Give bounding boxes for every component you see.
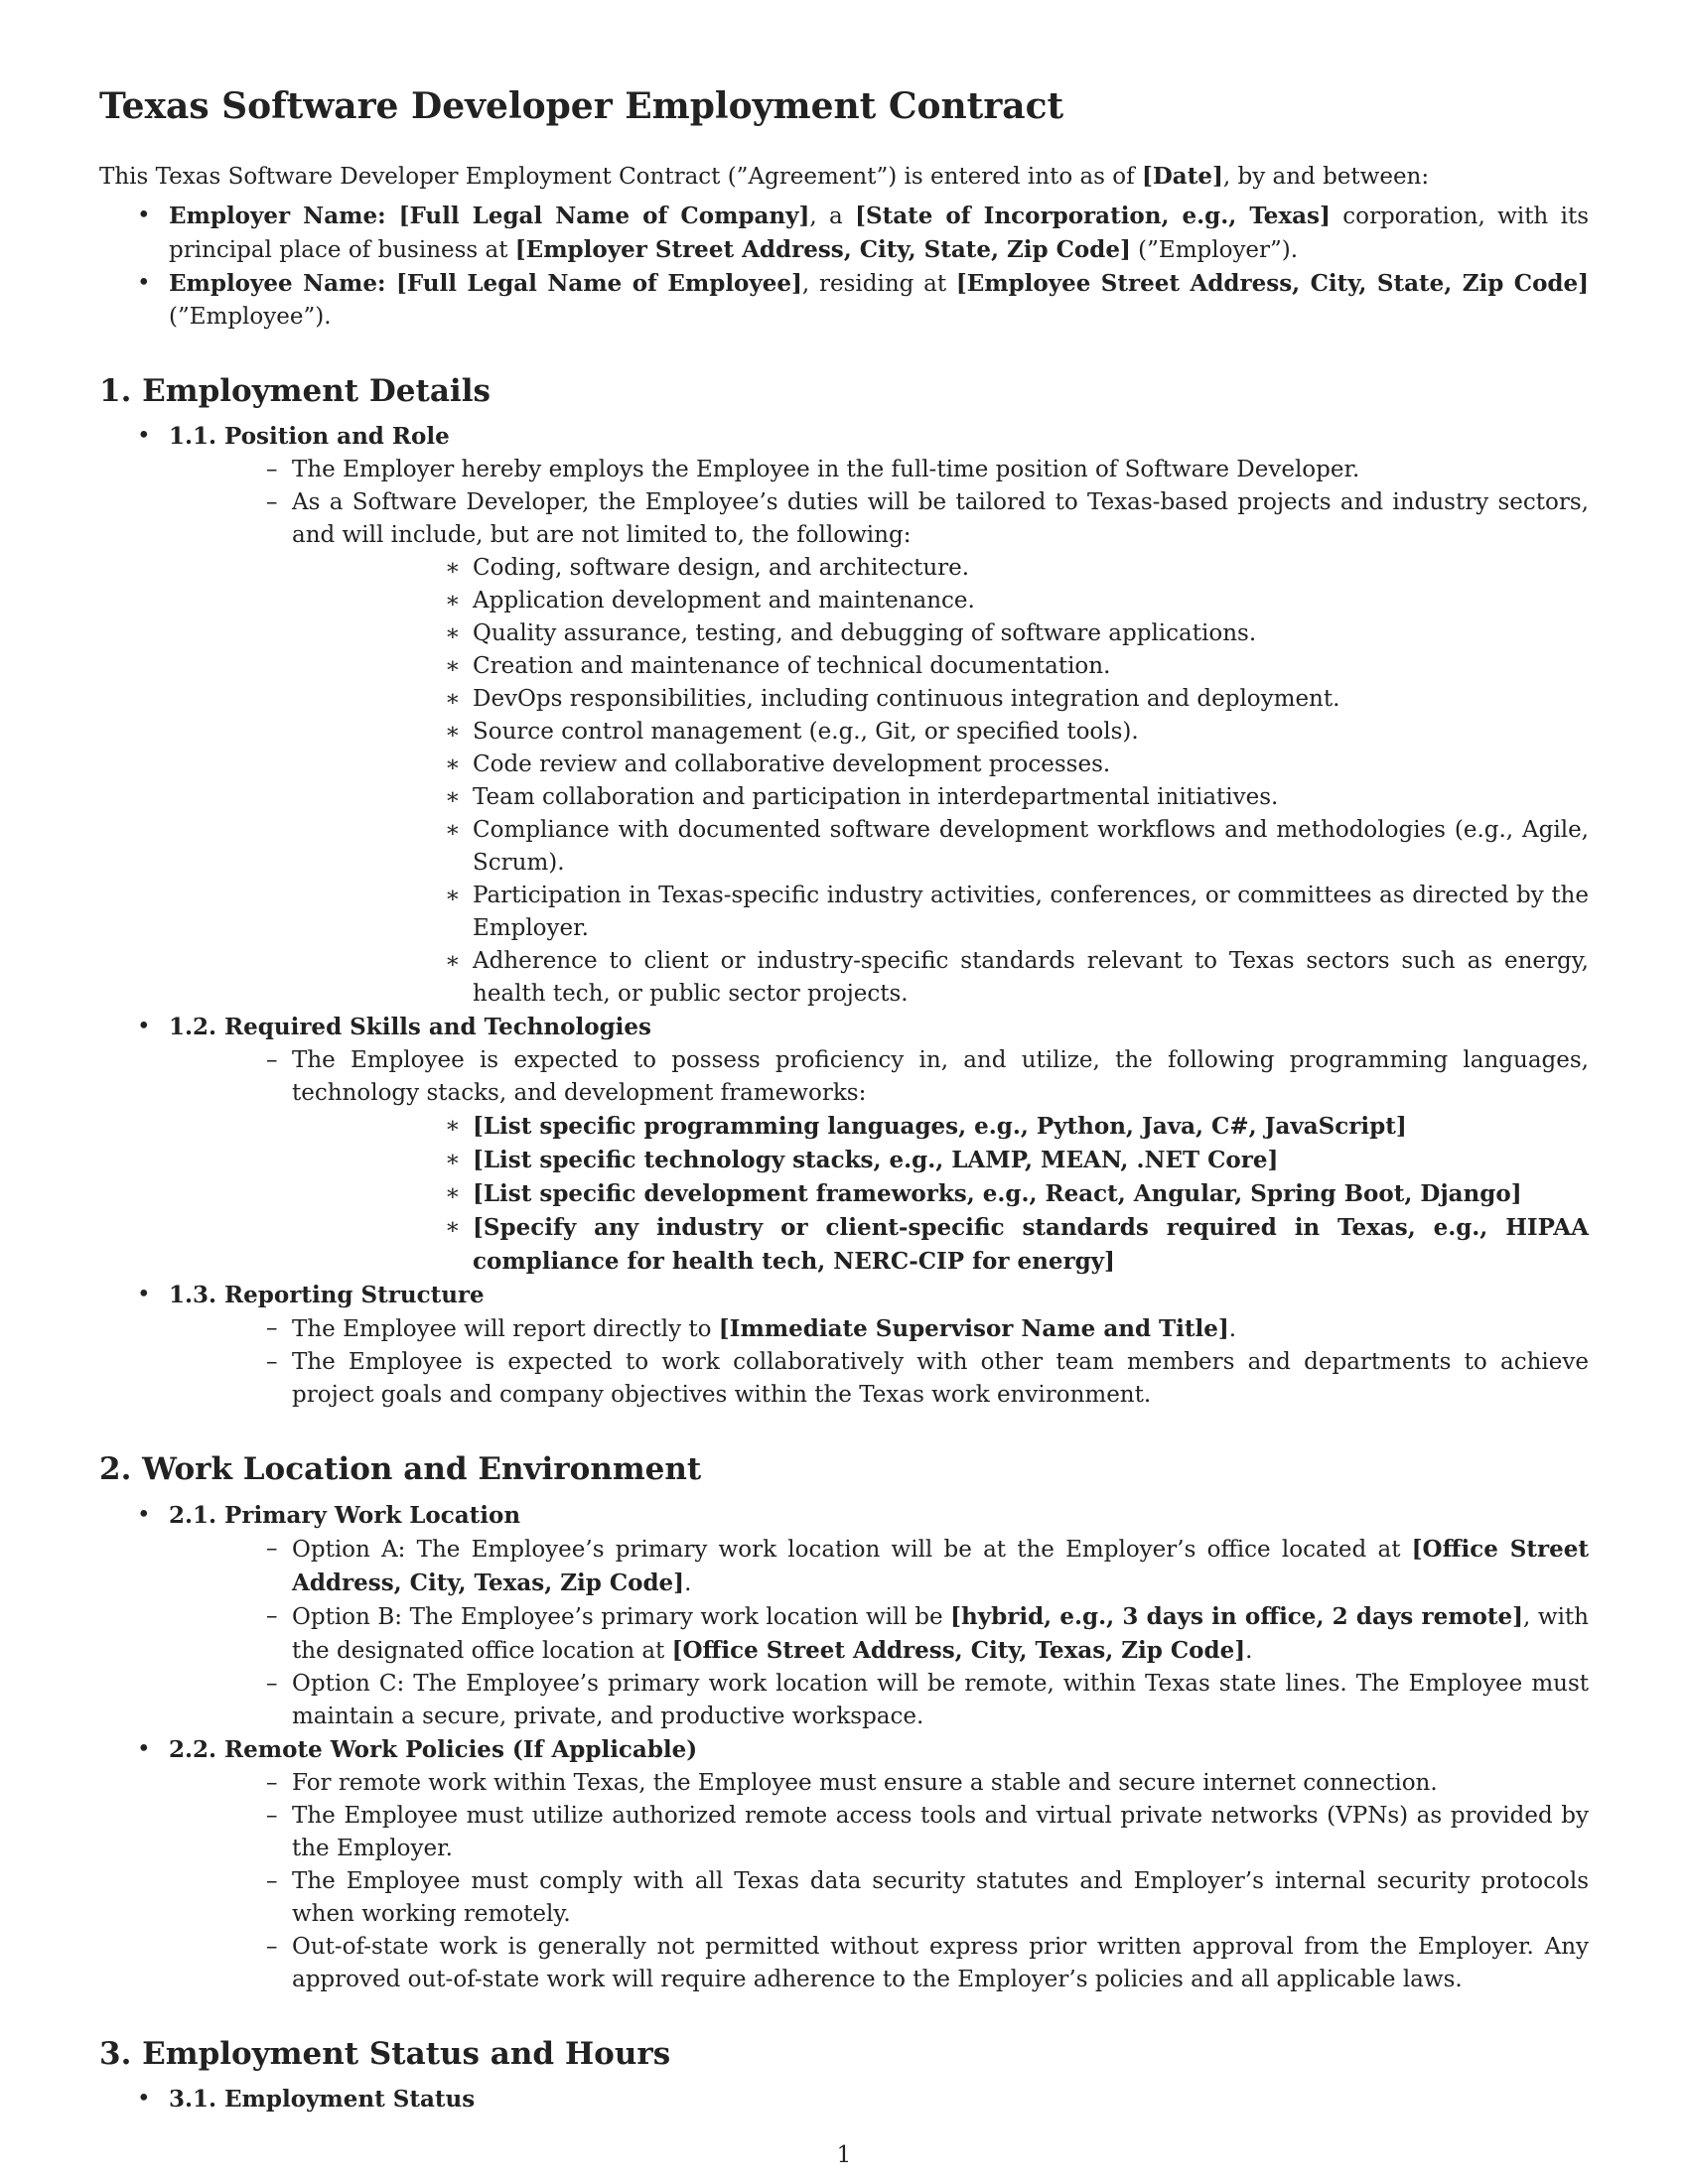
duty-item: ∗ Application development and maintenance. — [292, 585, 1589, 617]
list-item: – The Employee must comply with all Texas data security statutes and Employer’s internal security protocols when working remotely. — [169, 1865, 1589, 1931]
subsection-3-1 — [99, 2083, 1589, 2116]
list-item: – The Employee is expected to possess proficiency in, and utilize, the following programming languages, technology stacks, and development frameworks: ∗ [List specific programming languages, e.g., Python, Java, C#, JavaScript] ∗ [List specific technology stacks, e.g., LAMP, MEAN, .NET Core] ∗ [List specific development frameworks, e.g., React, Angular, Spring Boot, Django] ∗ [Specify any industry or client-specific standards required in Texas, e.g., HIPAA compliance for health tech, NERC-CIP for energy] — [169, 1044, 1589, 1279]
duty-item: ∗ Creation and maintenance of technical documentation. — [292, 650, 1589, 683]
option-c: – Option C: The Employee’s primary work location will be remote, within Texas state lines. The Employee must maintain a secure, private, and productive workspace. — [169, 1668, 1589, 1733]
list-item: – The Employer hereby employs the Employee in the full-time position of Software Developer. — [169, 454, 1589, 486]
list-item: – The Employee must utilize authorized remote access tools and virtual private networks (VPNs) as provided by the Employer. — [169, 1800, 1589, 1865]
duty-item: ∗ Team collaboration and participation in interdepartmental initiatives. — [292, 781, 1589, 814]
skill-item: ∗ [List specific programming languages, e.g., Python, Java, C#, JavaScript] — [292, 1110, 1589, 1144]
list-item: – Out-of-state work is generally not permitted without express prior written approval from the Employer. Any approved out-of-state work will require adherence to the Employer’s policies and all applicable laws. — [169, 1931, 1589, 1996]
duty-item: ∗ Code review and collaborative development processes. — [292, 749, 1589, 781]
list-item: – For remote work within Texas, the Employee must ensure a stable and secure internet connection. — [169, 1767, 1589, 1800]
subsection-1-2 — [99, 1011, 1589, 1279]
section-1-heading: 1. Employment Details — [99, 373, 491, 410]
subsection-1-3-heading: 1.3. Reporting Structure — [169, 1282, 485, 1309]
subsection-2-2 — [99, 1733, 1589, 1996]
skill-item: ∗ [List specific development frameworks, e.g., React, Angular, Spring Boot, Django] — [292, 1177, 1589, 1211]
duty-item: ∗ Quality assurance, testing, and debugging of software applications. — [292, 617, 1589, 650]
subsection-1-1 — [99, 420, 1589, 1011]
subsection-2-1 — [99, 1499, 1589, 1733]
page-number: 1 — [836, 2142, 852, 2168]
contract-page — [99, 85, 1589, 2116]
option-b: – Option B: The Employee’s primary work location will be [hybrid, e.g., 3 days in office, 2 days remote], with the designated office location at [Office Street Address, City, Texas, Zip Code]. — [169, 1600, 1589, 1668]
section-2-list — [99, 1499, 1589, 1996]
skill-item: ∗ [Specify any industry or client-specific standards required in Texas, e.g., HIPAA compliance for health tech, NERC-CIP for energy] — [292, 1211, 1589, 1279]
duty-item: ∗ Compliance with documented software development workflows and methodologies (e.g., Agile, Scrum). — [292, 814, 1589, 880]
duty-item: ∗ Participation in Texas-specific industry activities, conferences, or committees as directed by the Employer. — [292, 880, 1589, 945]
employee-party: • Employee Name: [Full Legal Name of Employee], residing at [Employee Street Address, City, State, Zip Code] (”Employee”). — [99, 267, 1589, 334]
skills-list — [292, 1110, 1589, 1279]
list-item: – The Employee is expected to work collaboratively with other team members and departments to achieve project goals and company objectives within the Texas work environment. — [169, 1346, 1589, 1412]
section-1-list — [99, 420, 1589, 1412]
subsection-1-1-heading: 1.1. Position and Role — [169, 423, 450, 451]
duty-item: ∗ Coding, software design, and architecture. — [292, 552, 1589, 585]
subsection-3-1-heading: 3.1. Employment Status — [169, 2085, 476, 2113]
supervisor-placeholder: [Immediate Supervisor Name and Title] — [718, 1315, 1229, 1343]
duty-item: ∗ DevOps responsibilities, including continuous integration and deployment. — [292, 683, 1589, 716]
list-item: – The Employee will report directly to [Immediate Supervisor Name and Title]. — [169, 1312, 1589, 1346]
skill-item: ∗ [List specific technology stacks, e.g., LAMP, MEAN, .NET Core] — [292, 1144, 1589, 1177]
employer-party: • Employer Name: [Full Legal Name of Company], a [State of Incorporation, e.g., Texas] corporation, with its principal place of business at [Employer Street Address, City, State, Zip Code] (”Employer”). — [99, 200, 1589, 267]
date-placeholder: [Date] — [1141, 163, 1223, 191]
intro-paragraph: This Texas Software Developer Employment Contract (”Agreement”) is entered into as of [Date], by and between: — [99, 163, 1430, 191]
duty-item: ∗ Adherence to client or industry-specific standards relevant to Texas sectors such as energy, health tech, or public sector projects. — [292, 945, 1589, 1011]
duty-item: ∗ Source control management (e.g., Git, or specified tools). — [292, 716, 1589, 749]
option-a: – Option A: The Employee’s primary work location will be at the Employer’s office located at [Office Street Address, City, Texas, Zip Code]. — [169, 1533, 1589, 1600]
duties-list — [292, 552, 1589, 1011]
list-item: – As a Software Developer, the Employee’s duties will be tailored to Texas-based projects and industry sectors, and will include, but are not limited to, the following: ∗ Coding, software design, and architecture. ∗ Application development and maintenance. ∗ Quality assurance, testing, and debugging of software applications. ∗ Creation and maintenance of technical documentation. ∗ DevOps responsibilities, including continuous integration and deployment. ∗ Source control management (e.g., Git, or specified tools). ∗ Code review and collaborative development processes. ∗ Team collaboration and participation in interdepartmental initiatives. ∗ Compliance with documented software development workflows and methodologies (e.g., Agile, Scrum). ∗ Participation in Texas-specific industry activities, conferences, or committees as directed by the Employer. ∗ Adherence to client or industry-specific standards relevant to Texas sectors such as energy, health tech, or public sector projects. — [169, 486, 1589, 1011]
subsection-1-2-heading: 1.2. Required Skills and Technologies — [169, 1014, 651, 1041]
subsection-2-1-heading: 2.1. Primary Work Location — [169, 1501, 521, 1529]
section-3-heading: 3. Employment Status and Hours — [99, 2035, 671, 2072]
section-3-list — [99, 2083, 1589, 2116]
section-2-heading: 2. Work Location and Environment — [99, 1451, 702, 1488]
parties-list — [99, 200, 1589, 334]
document-title: Texas Software Developer Employment Contract — [99, 85, 1064, 127]
subsection-1-3 — [99, 1279, 1589, 1412]
subsection-2-2-heading: 2.2. Remote Work Policies (If Applicable) — [169, 1735, 698, 1763]
